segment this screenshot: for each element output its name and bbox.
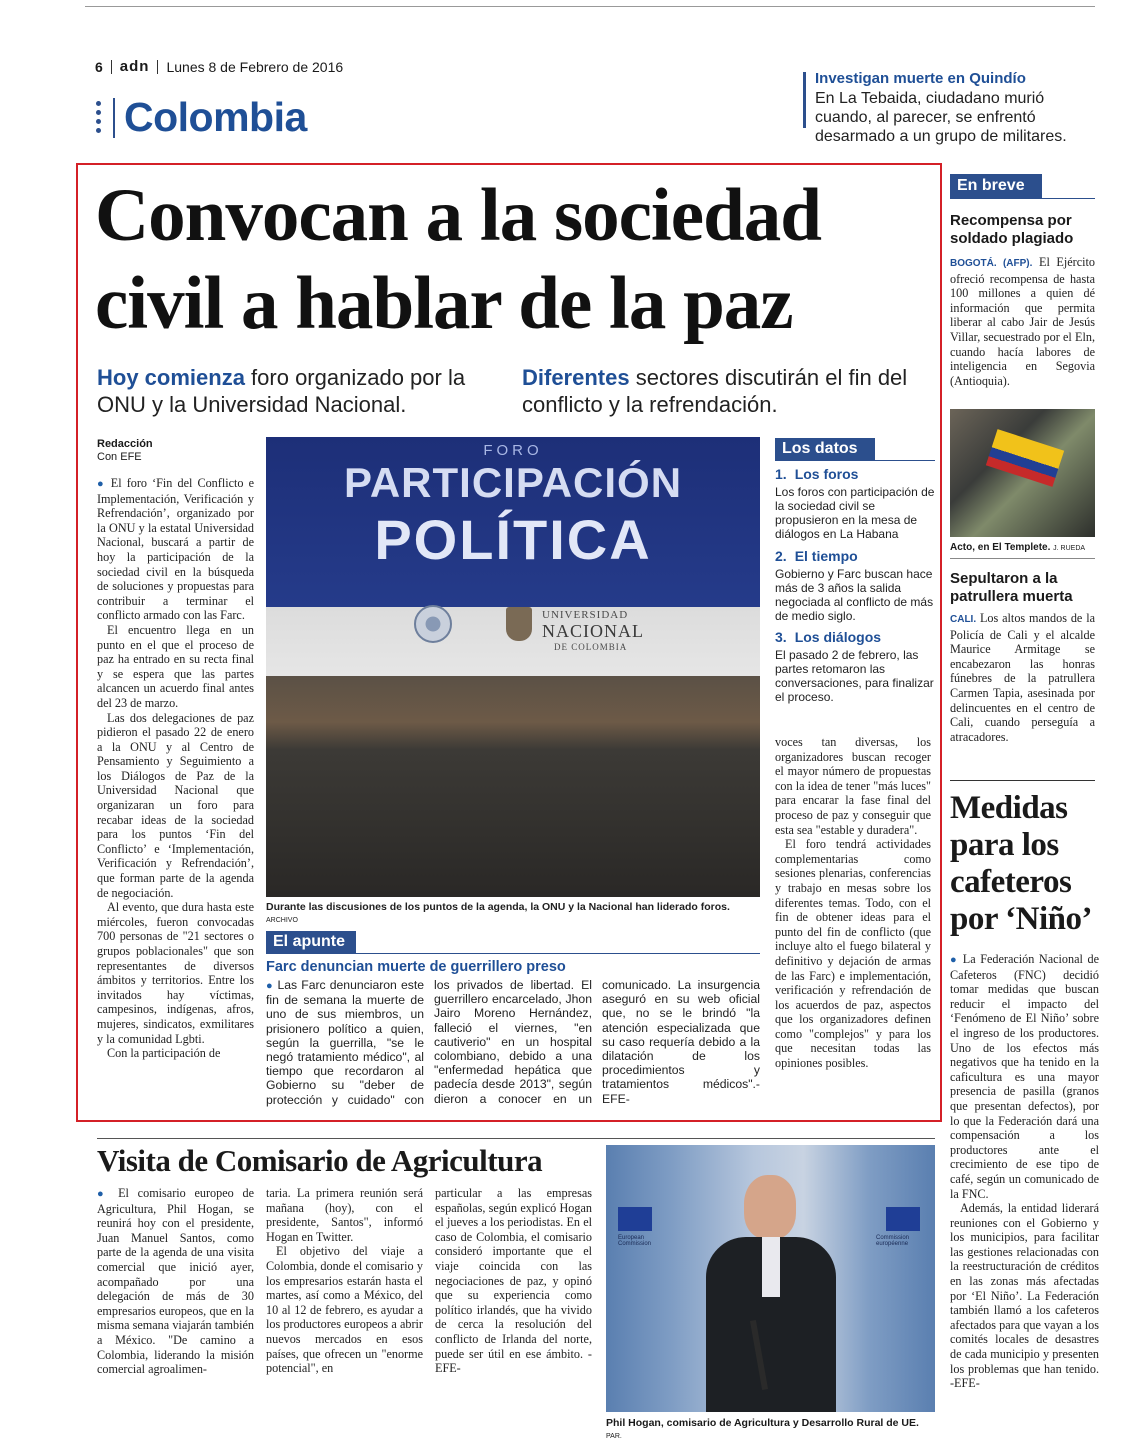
coffee-rule — [950, 780, 1095, 781]
brief-dateline: CALI. — [950, 614, 977, 625]
main-para: Con la participación de — [107, 1046, 221, 1061]
speaker-figure — [706, 1175, 836, 1412]
apunte-heading: El apunte — [266, 931, 356, 953]
agri-column-1 — [97, 1186, 254, 1377]
caption-credit: ARCHIVO — [266, 917, 298, 924]
brief-body: El Ejército ofreció recompensa de hasta 100 millones a quien dé información que permita liberar al cabo Jair de Jesús Villar, secuestrado por el Eln, cuando hacía labores de inteligencia en Segovia (Antioquia). — [950, 255, 1096, 388]
main-para: Las dos delegaciones de paz pidieron el pasado 22 de enero a la ONU y al Centro de Pensamiento y Seguimiento a los Diálogos de Paz de la Universidad Nacional que organizaran un foro para recabar ideas de la sociedad para los puntos ‘Fin del Conflicto’ e ‘Implementación, Verificación y Refrendación’, que forman parte de la agenda de negociación. — [97, 710, 254, 900]
brief-heading-rule — [950, 198, 1095, 199]
main-photo — [266, 437, 760, 897]
datos-text: Gobierno y Farc buscan hace más de 3 años la salida negociada al conflicto de más de medio siglo. — [775, 567, 934, 623]
issue-date: Lunes 8 de Febrero de 2016 — [166, 58, 344, 75]
datos-item-2 — [775, 548, 935, 623]
apunte-body: Las Farc denunciaron este fin de semana la muerte de uno de sus miembros, un prisionero político a quien, según la guerrilla, "se le negó tratamiento médico", al tiempo que recordaron al Gobierno su "deber de protección y cuidado" con los privados de libertad. El guerrillero encarcelado, Jhon Jairo Moreno Hernández, falleció el viernes, "en cautiverio" en un hospital colombiano, debido a una "enfermedad hepática que padecía desde 2013", según dieron a conocer en un comunicado. La insurgencia aseguró en su web oficial que, no se le brindó "la atención especializada que su caso requería debido a la dilatación de los procedimientos y tratamientos médicos".- EFE- — [266, 978, 760, 1107]
teaser-text: En La Tebaida, ciudadano murió cuando, al parecer, se enfrentó desarmado a un grupo de militares. — [815, 90, 1067, 145]
banner-line-2: POLÍTICA — [374, 508, 652, 571]
bullet-icon: ● — [266, 980, 274, 992]
byline-sub: Con EFE — [97, 451, 142, 463]
agri-headline: Visita de Comisario de Agricultura — [97, 1143, 543, 1178]
agri-column-3 — [435, 1186, 592, 1376]
bullet-icon: ● — [950, 954, 959, 966]
brief-item-2-text — [950, 611, 1095, 744]
brief-dateline: BOGOTÁ. (AFP). — [950, 258, 1033, 269]
subhead-left-rest: foro organizado por la ONU y la Universidad Nacional. — [97, 365, 466, 417]
brief-item-1-text — [950, 255, 1095, 388]
subhead-right — [522, 364, 922, 418]
brand-logo: adn — [119, 58, 150, 75]
brief-item-1-title: Recompensa por soldado plagiado — [950, 212, 1074, 247]
main-photo-caption — [266, 901, 760, 925]
main-column-1 — [97, 476, 254, 1061]
brief-photo-caption — [950, 542, 1085, 553]
agri-column-2 — [266, 1186, 423, 1376]
brief-rule — [950, 558, 1095, 559]
datos-text: El pasado 2 de febrero, las partes retomaron las conversaciones, para finalizar el proceso. — [775, 648, 934, 704]
agri-para: particular a las empresas españolas, según explicó Hogan el jueves a los periodistas. En el caso de Colombia, el comisario consideró importante que el viaje coincida con las negociaciones de paz, y opinó que su experiencia como político irlandés, que ha vivido de cerca la resolución del conflicto de Irlanda del norte, puede ser útil en ese ámbito. -EFE- — [435, 1186, 592, 1376]
teaser-rule — [803, 72, 806, 128]
subhead-left — [97, 364, 507, 418]
caption-credit: PAR. — [606, 1433, 622, 1440]
datos-title: Los foros — [794, 466, 859, 482]
apunte-title: Farc denuncian muerte de guerrillero preso — [266, 959, 566, 975]
university-line-1: UNIVERSIDAD — [542, 609, 629, 621]
datos-title: El tiempo — [794, 548, 858, 564]
subhead-right-lead: Diferentes — [522, 365, 630, 390]
photo-flag-label-1: European Commission — [618, 1235, 652, 1247]
flag-coffin-icon — [986, 429, 1064, 487]
coffee-headline: Medidas para los cafeteros por ‘Niño’ — [950, 790, 1092, 937]
main-para: voces tan diversas, los organizadores buscan recoger el mayor número de propuestas con la idea de tener "más luces" para encarar la fase final del proceso de paz y conseguir que esta sea "estable y duradera". — [775, 735, 931, 837]
section-title: Colombia — [124, 94, 307, 140]
caption-text: Durante las discusiones de los puntos de la agenda, la ONU y la Nacional han liderado foros. — [266, 901, 730, 913]
datos-heading-rule — [775, 460, 935, 461]
datos-title: Los diálogos — [794, 629, 882, 645]
brief-item-2-title: Sepultaron a la patrullera muerta — [950, 570, 1073, 605]
top-rule — [85, 6, 1095, 7]
university-line-3: DE COLOMBIA — [554, 642, 628, 652]
agri-photo-caption — [606, 1417, 935, 1440]
datos-num: 3. — [775, 629, 787, 645]
coffee-para: La Federación Nacional de Cafeteros (FNC) decidió tomar medidas que buscan reducir el impacto del ‘Fenómeno de El Niño’ sobre el ingreso de los productores. Uno de los efectos más negativos que ha tenido en la caficultura es una mayor presencia de pasilla (granos que presentan defectos), por lo que la Federación dará una compensación a los productores ante el crecimiento de ese tipo de café, según un comunicado de la FNC. — [950, 952, 1099, 1201]
eu-flag-icon — [618, 1207, 652, 1231]
teaser-title: Investigan muerte en Quindío — [815, 70, 1026, 87]
page-number: 6 — [95, 58, 103, 75]
banner-line-1: PARTICIPACIÓN — [343, 459, 683, 506]
university-line-2: NACIONAL — [542, 621, 644, 641]
caption-credit: J. RUEDA — [1053, 545, 1086, 552]
main-para: El encuentro llega en un punto en el que el proceso de paz ha entrado en su recta final y se espera que las partes alcancen un acuerdo final antes del 23 de marzo. — [97, 622, 254, 710]
agri-para: El comisario europeo de Agricultura, Phil Hogan, se reunirá hoy con el presidente, Juan Manuel Santos, como parte de la agenda de una visita comercial que inició ayer, acompañado por una delegación de más de 30 empresarios europeos, que en la misma semana viajarán también a México. "De camino a Colombia, liderando la misión comercial agroalimen- — [97, 1186, 254, 1377]
agri-photo — [606, 1145, 935, 1412]
caption-text: Phil Hogan, comisario de Agricultura y Desarrollo Rural de UE. — [606, 1417, 919, 1429]
apunte-text — [266, 978, 760, 1108]
section-dots — [96, 101, 102, 133]
brief-photo — [950, 409, 1095, 537]
banner-top: FORO — [483, 442, 543, 459]
page-folio — [95, 58, 343, 75]
datos-num: 2. — [775, 548, 787, 564]
university-shield-icon — [506, 607, 532, 641]
un-emblem-icon — [414, 605, 452, 643]
section-divider — [113, 98, 115, 138]
main-headline: Convocan a la sociedad civil a hablar de la paz — [95, 174, 821, 345]
main-column-4 — [775, 735, 931, 1071]
agri-para: taria. La primera reunión será mañana (hoy), con el presidente, Santos", informó Hogan en Twitter. — [266, 1186, 423, 1244]
datos-num: 1. — [775, 466, 787, 482]
bullet-icon: ● — [97, 478, 106, 490]
datos-heading: Los datos — [775, 438, 875, 460]
brief-heading: En breve — [950, 174, 1042, 198]
subhead-right-rest: sectores discutirán el fin del conflicto y la refrendación. — [522, 365, 908, 417]
brief-body: Los altos mandos de la Policía de Cali y el alcalde Maurice Armitage se encabezaron las honras fúnebres de la patrullera Carmen Tapia, asesinada por delincuentes en el centro de Cali, cuando perseguía a atracadores. — [950, 611, 1095, 744]
main-para: Al evento, que dura hasta este miércoles, fueron convocadas 700 personas de "21 sectores o grupos poblacionales" que son representantes de diversos ámbitos y territorios. Entre los invitados hay víctimas, campesinos, indígenas, afros, mujeres, sindicatos, exmilitares y la comunidad Lgbti. — [97, 900, 254, 1046]
coffee-body — [950, 952, 1099, 1391]
apunte-heading-rule — [266, 953, 760, 954]
byline: Redacción — [97, 438, 153, 450]
main-para: El foro tendrá actividades complementarias como sesiones plenarias, conferencias y trabajo en mesas sobre los diferentes temas. Todo, con el fin de obtener ideas para el punto del fin de conflicto (que incluye alto el fuego bilateral y definitivo y dejación de armas de las Farc) e implementación, verificación y refrendación de los acuerdos de paz, aspectos que los organizadores definen como "complejos" y para los que necesitan todas las opiniones posibles. — [775, 837, 931, 1071]
agri-rule — [97, 1138, 935, 1139]
datos-item-3 — [775, 629, 935, 704]
eu-flag-icon — [886, 1207, 920, 1231]
main-para: El foro ‘Fin del Conflicto e Implementación, Verificación y Refrendación’, organizado por la ONU y la estatal Universidad Nacional, buscará a partir de hoy la participación de la sociedad civil en la búsqueda de soluciones y propuestas para contribuir a terminar el conflicto armado con las Farc. — [97, 476, 254, 623]
coffee-para: Además, la entidad liderará reuniones con el Gobierno y los municipios, para facilitar las gestiones relacionadas con la reestructuración de créditos en las zonas más afectadas por ‘El Niño’. La Federación también llamó a los cafeteros afectados para que vayan a los comités locales de desastres de cada municipio y presenten los problemas que han tenido. -EFE- — [950, 1201, 1099, 1391]
datos-text: Los foros con participación de la sociedad civil se propusieron en la mesa de diálogos en La Habana — [775, 485, 935, 541]
subhead-left-lead: Hoy comienza — [97, 365, 245, 390]
bullet-icon: ● — [97, 1188, 110, 1200]
datos-item-1 — [775, 466, 935, 541]
photo-flag-label-2: Commission européenne — [876, 1235, 910, 1247]
caption-text: Acto, en El Templete. — [950, 542, 1051, 553]
agri-para: El objetivo del viaje a Colombia, donde el comisario y los empresarios estarán hasta el martes, así como a México, del 10 al 12 de febrero, es ayudar a los productores europeos a abrir nuevos mercados en esos países, que ofrecen un "enorme potencial", en — [266, 1244, 423, 1376]
